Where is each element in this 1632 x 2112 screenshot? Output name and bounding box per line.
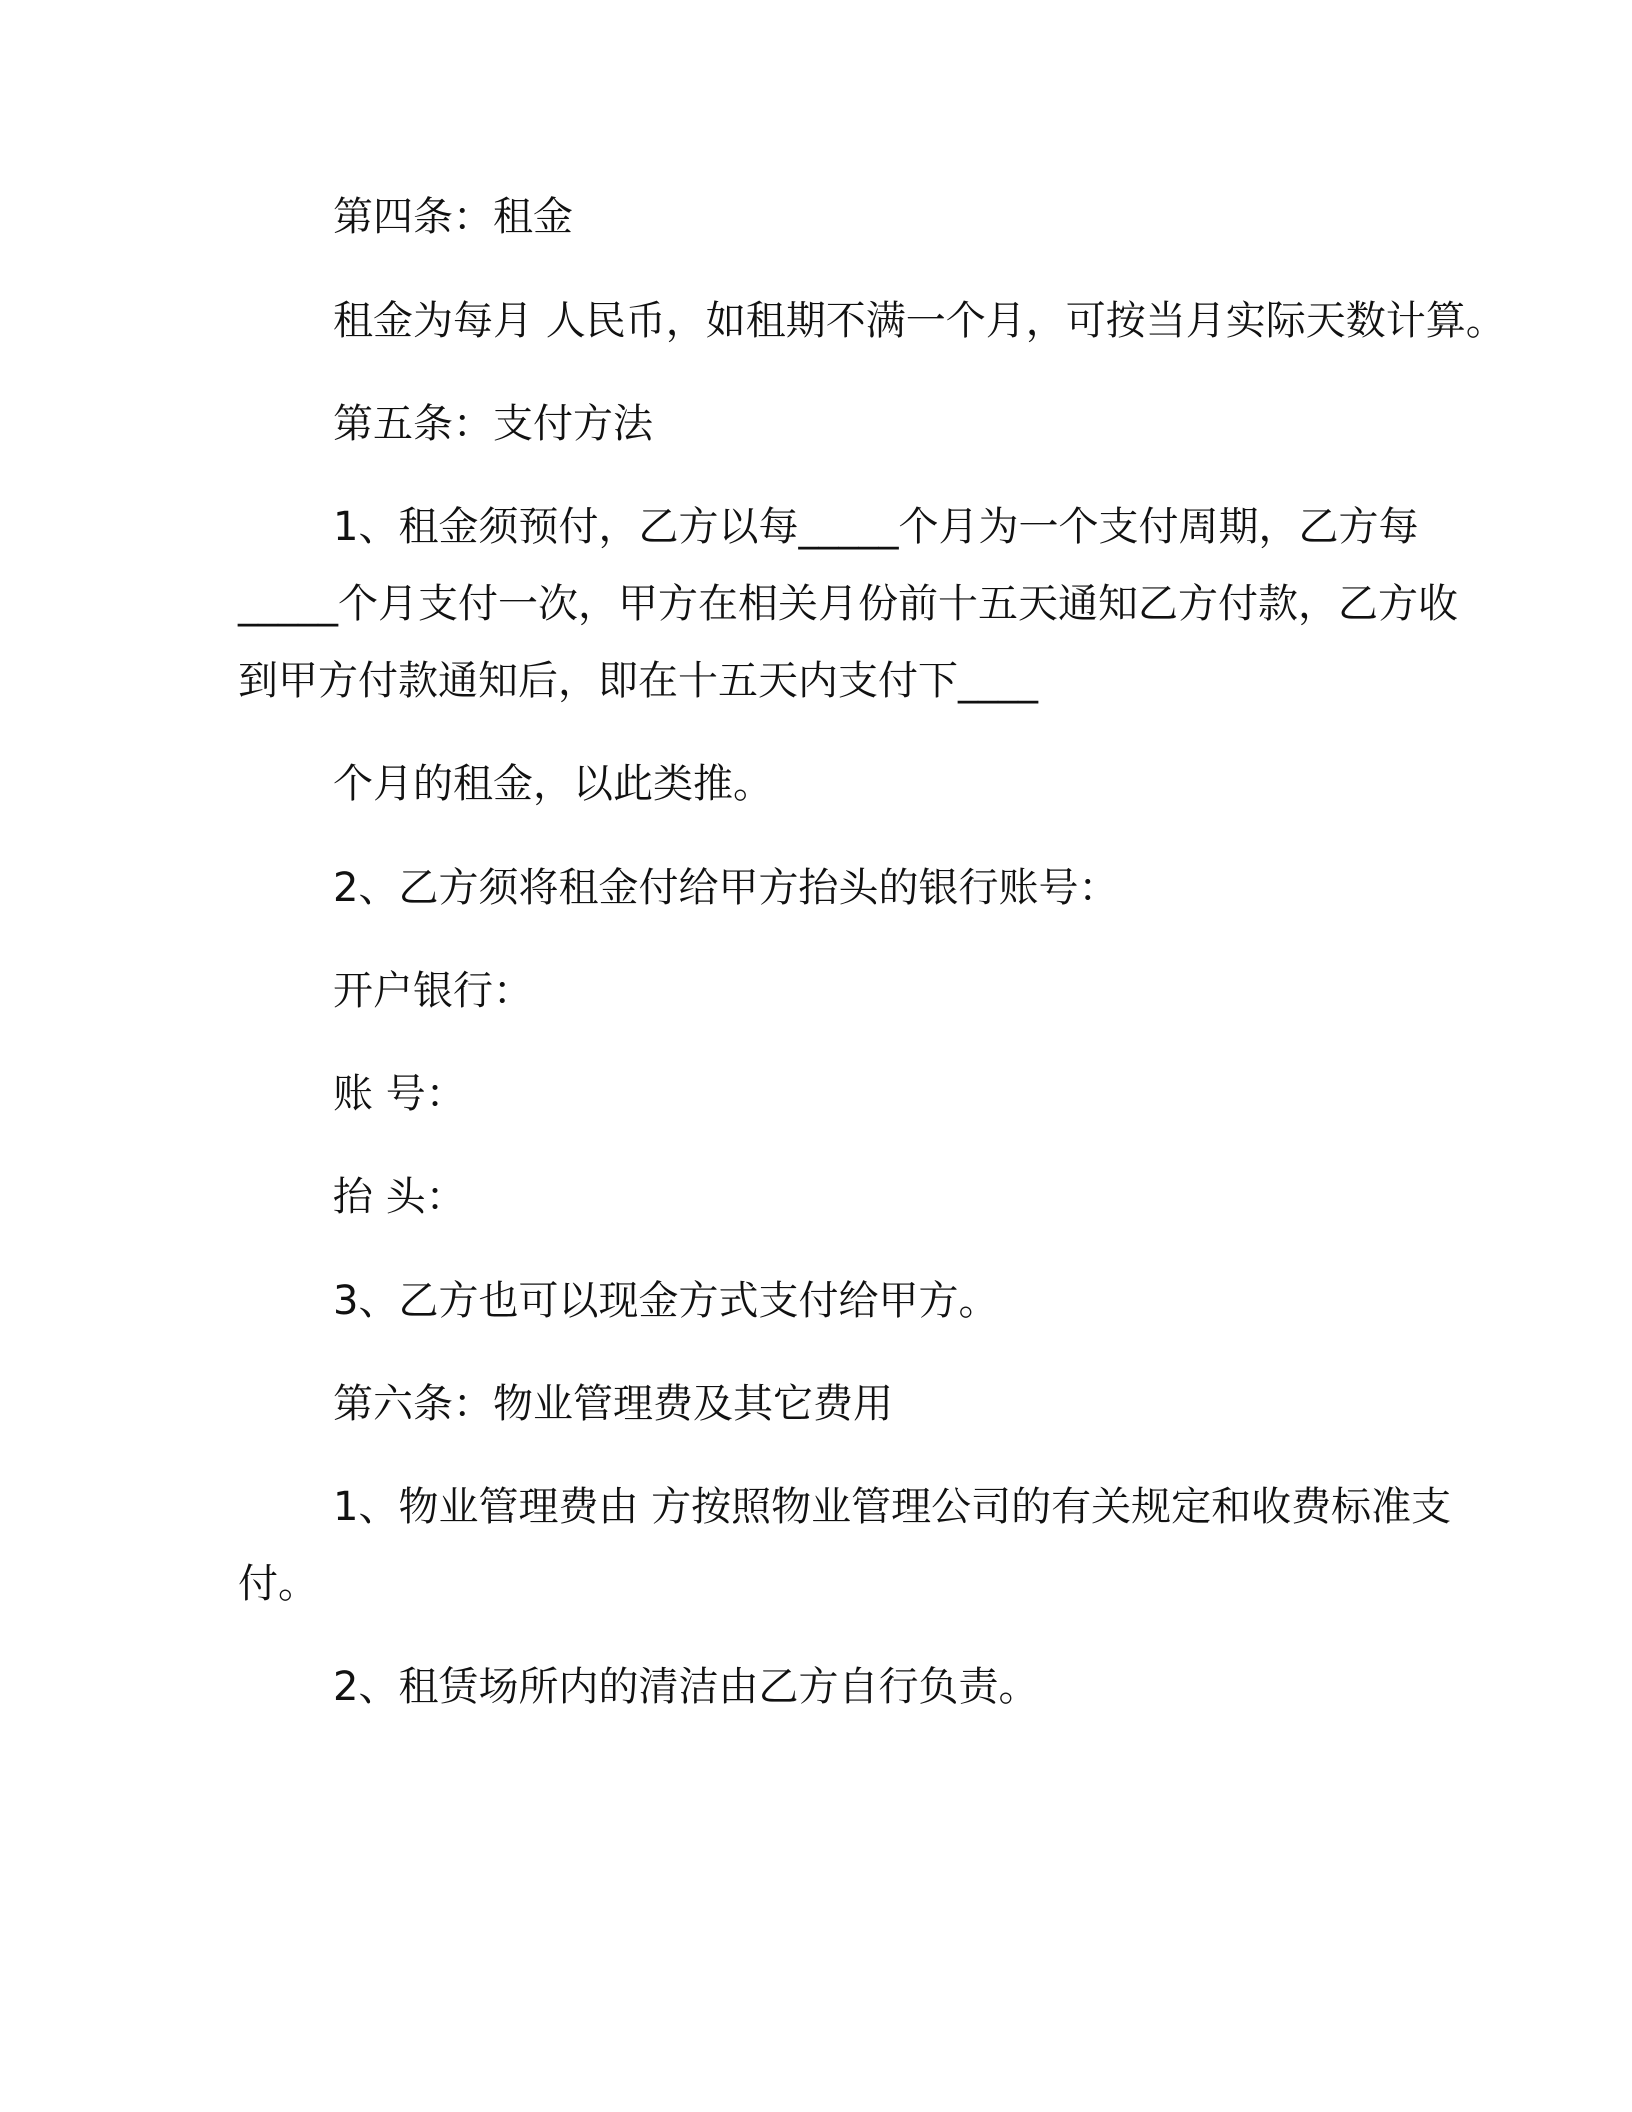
bank-name-label: 开户银行： <box>333 968 533 1014</box>
fee-clause-2: 2、租赁场所内的清洁由乙方自行负责。 <box>333 1664 1039 1710</box>
payment-clause-1-line-2: _____个月支付一次，甲方在相关月份前十五天通知乙方付款，乙方收 <box>238 581 1458 627</box>
fee-clause-1-line-1: 1、物业管理费由 方按照物业管理公司的有关规定和收费标准支 <box>333 1484 1452 1530</box>
payment-clause-3: 3、乙方也可以现金方式支付给甲方。 <box>333 1278 999 1324</box>
account-holder-label: 抬 头： <box>333 1174 466 1220</box>
payment-clause-2: 2、乙方须将租金付给甲方抬头的银行账号： <box>333 865 1119 911</box>
fee-clause-1-line-2: 付。 <box>238 1561 318 1607</box>
article-6-heading: 第六条：物业管理费及其它费用 <box>333 1381 893 1427</box>
payment-clause-1-line-1: 1、租金须预付，乙方以每_____个月为一个支付周期，乙方每 <box>333 504 1419 550</box>
payment-clause-1-line-3: 到甲方付款通知后，即在十五天内支付下____ <box>238 658 1038 704</box>
rent-amount-text: 租金为每月 人民币，如租期不满一个月，可按当月实际天数计算。 <box>333 298 1506 344</box>
article-4-heading: 第四条：租金 <box>333 194 573 240</box>
account-number-label: 账 号： <box>333 1071 466 1117</box>
article-5-heading: 第五条：支付方法 <box>333 401 653 447</box>
payment-clause-1-line-4: 个月的租金，以此类推。 <box>333 761 773 807</box>
